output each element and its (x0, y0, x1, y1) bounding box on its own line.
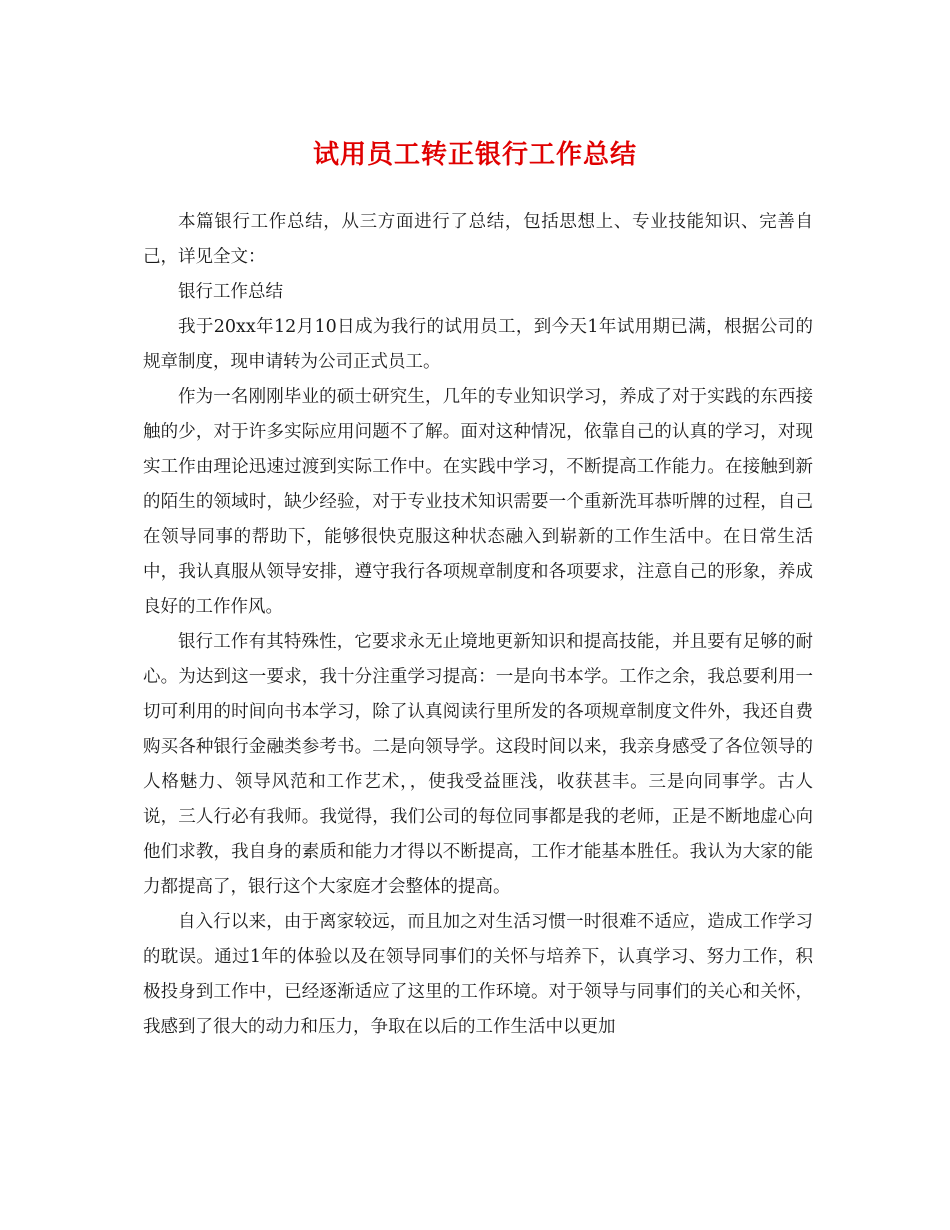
paragraph-subheading: 银行工作总结 (178, 282, 283, 302)
document-body (143, 205, 813, 1045)
paragraph-intro: 本篇银行工作总结，从三方面进行了总结，包括思想上、专业技能知识、完善自己，详见全文： (143, 212, 813, 267)
paragraph-life: 自入行以来，由于离家较远，而且加之对生活习惯一时很难不适应，造成工作学习的耽误。通过1年的体验以及在领导同事们的关怀与培养下，认真学习、努力工作，积极投身到工作中，已经逐渐适应了这里的工作环境。对于领导与同事们的关心和关怀，我感到了很大的动力和压力，争取在以后的工作生活中以更加 (143, 912, 813, 1037)
paragraph-learning: 银行工作有其特殊性，它要求永无止境地更新知识和提高技能，并且要有足够的耐心。为达到这一要求，我十分注重学习提高：一是向书本学。工作之余，我总要利用一切可利用的时间向书本学习，除了认真阅读行里所发的各项规章制度文件外，我还自费购买各种银行金融类参考书。二是向领导学。这段时间以来，我亲身感受了各位领导的人格魅力、领导风范和工作艺术，，使我受益匪浅，收获甚丰。三是向同事学。古人说，三人行必有我师。我觉得，我们公司的每位同事都是我的老师，正是不断地虚心向他们求教，我自身的素质和能力才得以不断提高，工作才能基本胜任。我认为大家的能力都提高了，银行这个大家庭才会整体的提高。 (143, 632, 813, 897)
document-title: 试用员工转正银行工作总结 (312, 140, 637, 170)
paragraph-adaptation: 作为一名刚刚毕业的硕士研究生，几年的专业知识学习，养成了对于实践的东西接触的少，对于许多实际应用问题不了解。面对这种情况，依靠自己的认真的学习，对现实工作由理论迅速过渡到实际工作中。在实践中学习，不断提高工作能力。在接触到新的陌生的领域时，缺少经验，对于专业技术知识需要一个重新洗耳恭听牌的过程，自己在领导同事的帮助下，能够很快克服这种状态融入到崭新的工作生活中。在日常生活中，我认真服从领导安排，遵守我行各项规章制度和各项要求，注意自己的形象，养成良好的工作作风。 (143, 387, 813, 617)
paragraph-probation: 我于20xx年12月10日成为我行的试用员工，到今天1年试用期已满，根据公司的规章制度，现申请转为公司正式员工。 (143, 317, 813, 372)
